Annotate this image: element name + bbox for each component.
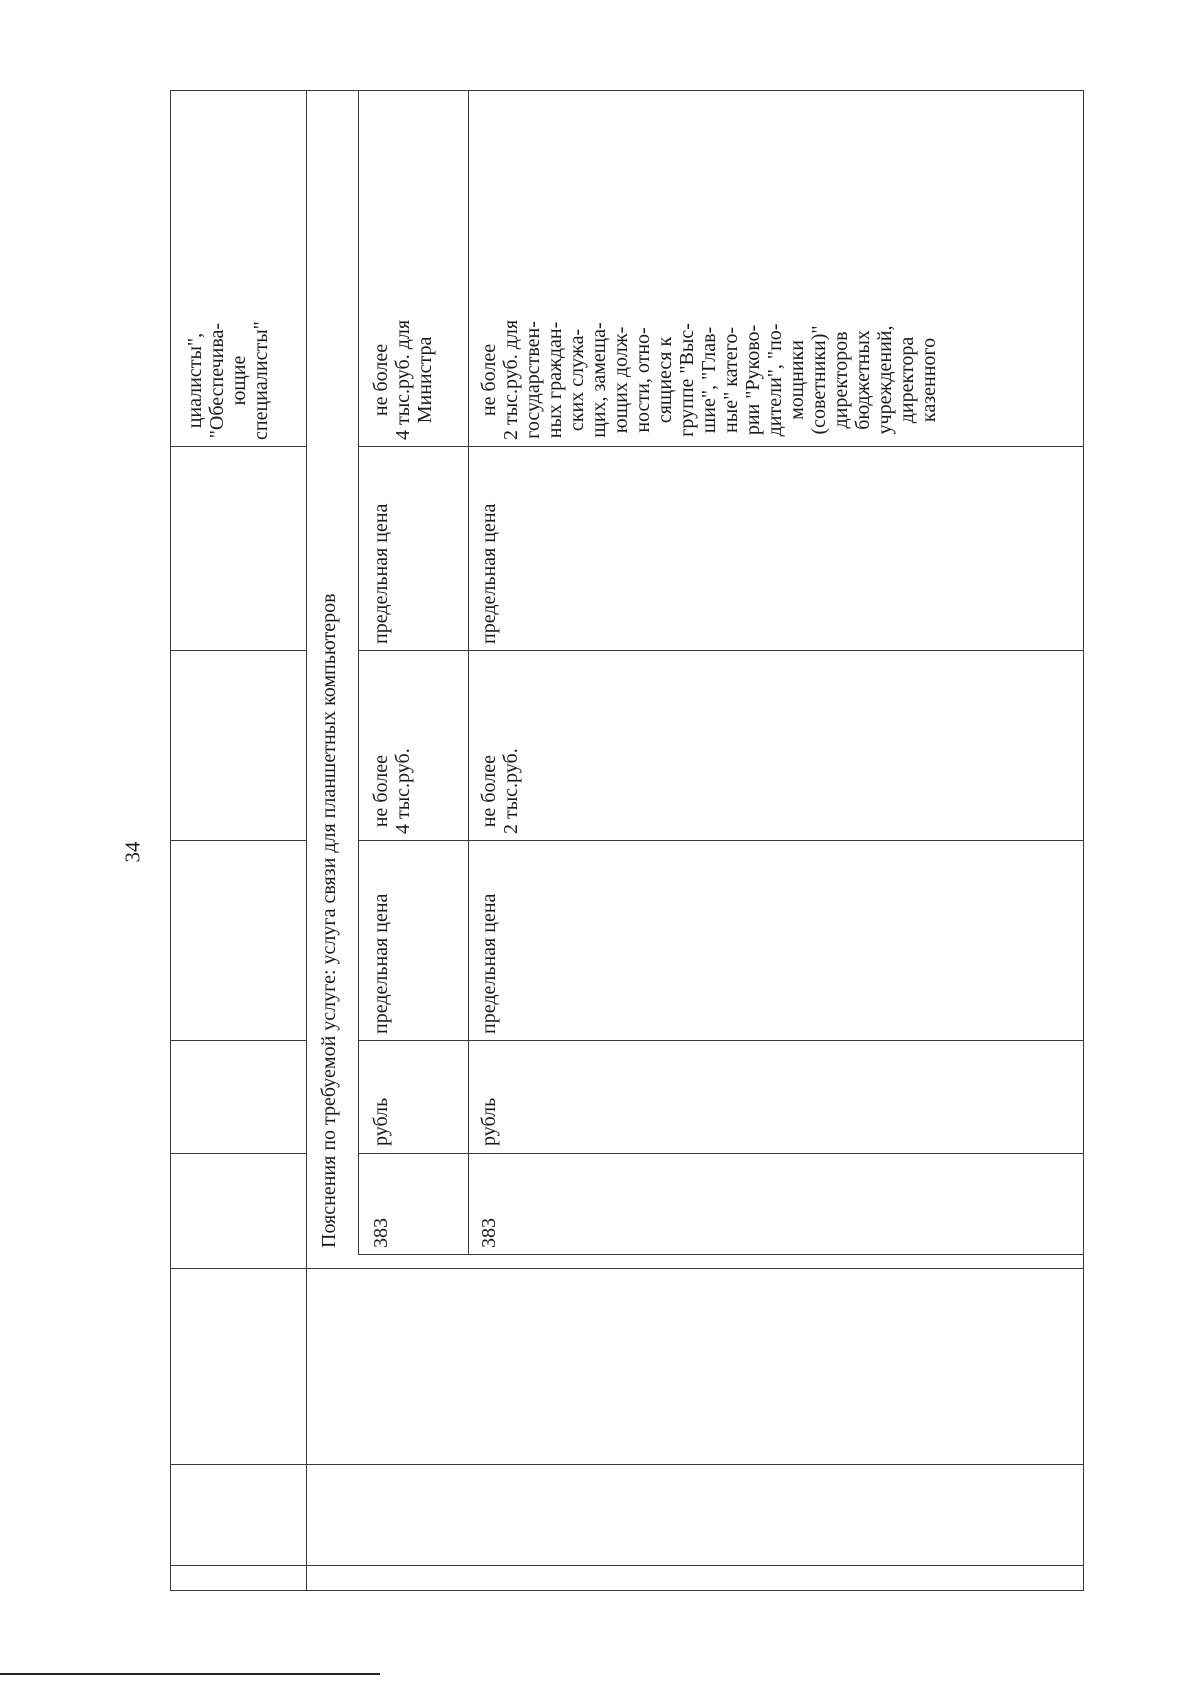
top-row-col-divider-h (170, 1565, 306, 1566)
row2-code: 383 (478, 1218, 500, 1248)
row-divider-2 (358, 90, 359, 1254)
top-row-text: циалисты", "Обеспечива- ющие специалисты" (184, 321, 272, 440)
data-col-divider-b (358, 650, 1083, 651)
top-row-col-divider-e (170, 1153, 306, 1154)
top-row-col-divider-a (170, 446, 306, 447)
row1-char1: предельная цена (370, 893, 392, 1034)
section-heading: Пояснения по требуемой услуге: услуга связи для планшетных компьютеров (318, 593, 340, 1248)
data-col-divider-a (358, 446, 1083, 447)
data-col-divider-c (358, 840, 1083, 841)
top-row-col-divider-b (170, 650, 306, 651)
row2-char2: предельная цена (478, 503, 500, 644)
top-row-col-divider-f (170, 1268, 306, 1269)
table-border-right (1083, 90, 1084, 1590)
col-divider-1565 (306, 1565, 1083, 1566)
col-divider-1268 (306, 1268, 1083, 1269)
top-row-col-divider-c (170, 840, 306, 841)
page-number: 34 (120, 841, 145, 863)
row2-char1: предельная цена (478, 893, 500, 1034)
data-col-divider-f (358, 1254, 1083, 1255)
row1-char2: предельная цена (370, 503, 392, 644)
row-divider-1 (306, 90, 307, 1590)
row2-value1: не более 2 тыс.руб. (478, 748, 522, 834)
top-row-col-divider-d (170, 1040, 306, 1041)
col-divider-1464 (306, 1464, 1083, 1465)
row1-value1: не более 4 тыс.руб. (370, 748, 414, 834)
top-row-col-divider-g (170, 1464, 306, 1465)
table-border-bottom (170, 1590, 1084, 1591)
row1-unit: рубль (370, 1097, 392, 1146)
row2-value2: не более 2 тыс.руб. для государствен- ных граждан- ских служа- щих, замеща- ющих долж- ности, отно- сящиеся к группе "Выс- шие", "Глав- ные" катего- рии "Руково- дители", "по- мощники (советники)" директоров бюджетных учреждений, директора казенного (478, 319, 940, 440)
row1-value2: не более 4 тыс.руб. для Министра (370, 319, 436, 440)
data-col-divider-e (358, 1153, 1083, 1154)
row1-code: 383 (370, 1218, 392, 1248)
row2-unit: рубль (478, 1097, 500, 1146)
footer-rule (0, 1673, 380, 1675)
data-col-divider-d (358, 1040, 1083, 1041)
row-divider-3 (468, 90, 469, 1254)
